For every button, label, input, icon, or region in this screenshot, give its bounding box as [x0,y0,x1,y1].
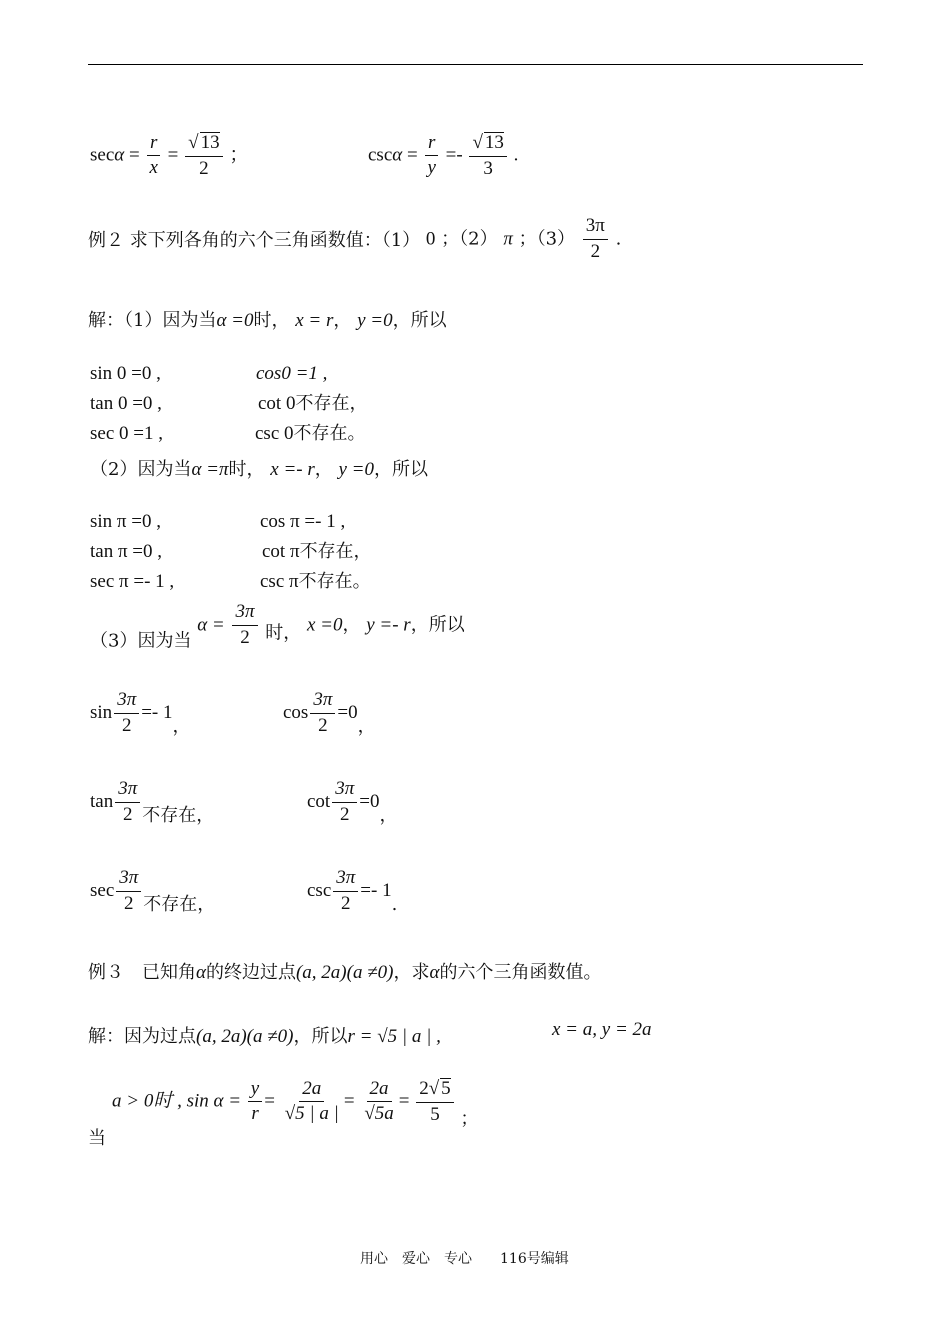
page-footer: 用心 爱心 专心 116号编辑 [360,1251,569,1267]
set3-sec: sec $\frac{3\pi}{2}$ 不存在， [90,867,216,915]
csc-result: cscα = $\frac{r}{y}$ =- $\frac{√ 13}{3}$ . [368,131,519,179]
last-dang: 当 [88,1128,106,1149]
solution-1-intro: 解：（1）因为当α =0时， x = r， y =0，所以 [88,310,447,331]
set1-row2-a: tan 0 =0 , [90,393,162,414]
set1-row3-b: csc 0不存在。 [255,423,366,444]
last-equation: a > 0时 , sin α = $\frac{y}{r}$ = $\frac{2a}{√5 | a |}$ = $\frac{2a}{√5a}$ = $\frac{2√ 5}{5}$ ； [112,1077,479,1130]
example-2-heading: 例２ 求下列各角的六个三角函数值：（1） 0 ；（2） π ；（3） $\frac{3\pi}{2}$ . [88,215,622,262]
set1-row1-a: sin 0 =0 , [90,363,161,384]
set3-cot: cot $\frac{3\pi}{2}$ =0， [307,778,398,826]
set3-sin: sin $\frac{3\pi}{2}$ =- 1， [90,689,191,737]
solution-ex3-xy: x = a, y = 2a [552,1019,652,1040]
set2-row3-a: sec π =- 1 , [90,571,175,592]
set1-row3-a: sec 0 =1 , [90,423,163,444]
set2-row2-b: cot π不存在， [262,541,372,562]
header-rule [88,64,863,65]
solution-2-intro: （2）因为当α =π时， x =- r， y =0，所以 [90,459,428,480]
solution-3-intro: （3）因为当 α = $\frac{3\pi}{2}$ 时， x =0， y =- r，所以 [90,601,465,652]
set3-tan: tan $\frac{3\pi}{2}$ 不存在， [90,778,215,826]
set2-row3-b: csc π不存在。 [260,571,371,592]
set1-row2-b: cot 0不存在， [258,393,368,414]
solution-ex3-intro: 解：因为过点(a, 2a)(a ≠0)，所以r = √5 | a | , [88,1026,441,1047]
set3-cos: cos $\frac{3\pi}{2}$ =0， [283,689,376,737]
set2-row1-a: sin π =0 , [90,511,161,532]
set2-row1-b: cos π =- 1 , [260,511,346,532]
sec-result: secα = $\frac{r}{x}$ = $\frac{√ 13}{2}$ ； [90,131,249,179]
set1-row1-b: cos0 =1 , [256,363,328,384]
set2-row2-a: tan π =0 , [90,541,163,562]
set3-csc: csc $\frac{3\pi}{2}$ =- 1. [307,867,398,915]
example-3-heading: 例３ 已知角α的终边过点(a, 2a)(a ≠0)，求α的六个三角函数值。 [88,962,602,983]
